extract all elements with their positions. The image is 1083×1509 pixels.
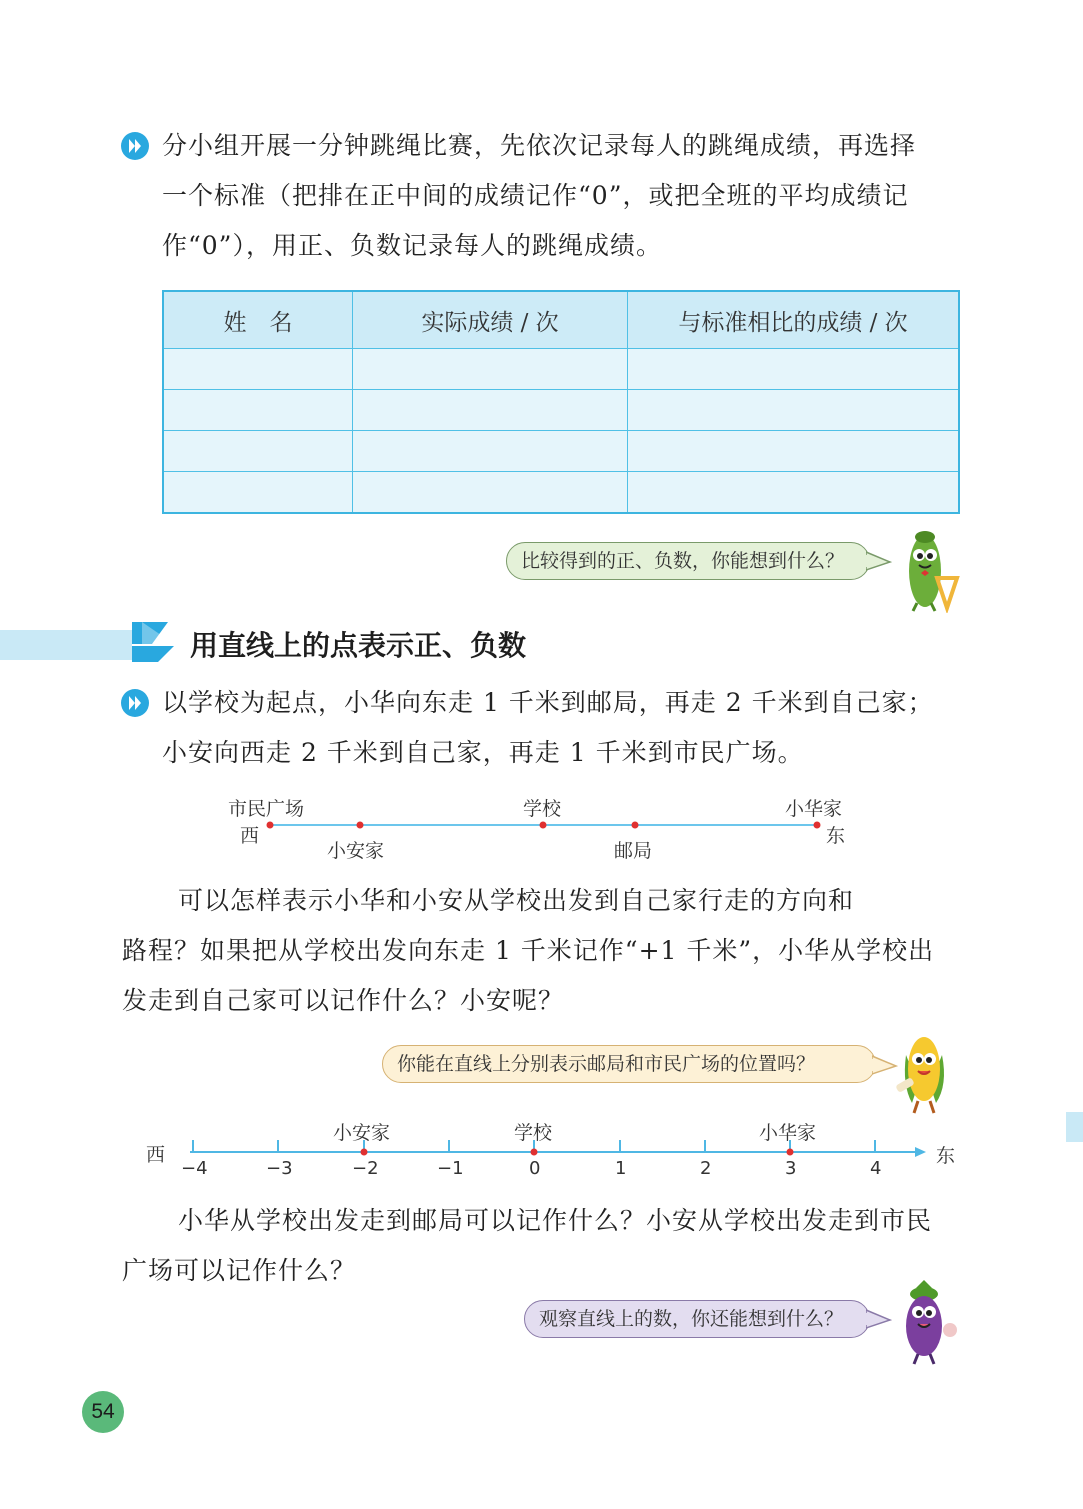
map-label-east: 东 (826, 825, 846, 847)
score-table (162, 290, 960, 514)
table-cell[interactable] (163, 390, 353, 431)
speech-bubble-1: 比较得到的正、负数，你能想到什么？ (506, 542, 870, 580)
table-cell[interactable] (163, 349, 353, 390)
table-row (163, 390, 959, 431)
play-icon (120, 688, 150, 718)
section-bar (0, 630, 132, 660)
xiaohua-home-point (814, 822, 821, 829)
numline-label-school: 学校 (514, 1122, 553, 1144)
tick-label: 1 (615, 1158, 627, 1179)
table-header: 实际成绩 / 次 (353, 291, 628, 349)
play-icon (120, 131, 150, 161)
table-cell[interactable] (353, 349, 628, 390)
bubble-tail-icon (866, 550, 892, 574)
tick-label: −4 (181, 1158, 208, 1179)
question2-line: 广场可以记作什么？ (122, 1256, 357, 1285)
table-header: 姓 名 (163, 291, 353, 349)
activity2-text (162, 678, 982, 778)
tick-label: 4 (870, 1158, 882, 1179)
school-point (531, 1149, 538, 1156)
question2-line: 小华从学校出发走到邮局可以记作什么？小安从学校出发走到市民 (178, 1206, 933, 1235)
table-row (163, 472, 959, 514)
activity1-text (162, 121, 972, 271)
speech-bubble-3: 观察直线上的数，你还能想到什么？ (524, 1300, 870, 1338)
xiaoan-home-point (357, 822, 364, 829)
activity1-line: 作“0”），用正、负数记录每人的跳绳成绩。 (162, 231, 662, 260)
tick-label: −2 (352, 1158, 379, 1179)
speech-bubble-2: 你能在直线上分别表示邮局和市民广场的位置吗？ (382, 1045, 876, 1083)
tick-label: 3 (785, 1158, 797, 1179)
table-row (163, 431, 959, 472)
pea-mascot-icon (895, 523, 965, 613)
table-cell[interactable] (628, 349, 960, 390)
question1-line: 可以怎样表示小华和小安从学校出发到自己家行走的方向和 (178, 886, 855, 915)
bubble-tail-icon (866, 1308, 892, 1332)
table-cell[interactable] (628, 472, 960, 514)
table-cell[interactable] (353, 431, 628, 472)
tick-label: −3 (266, 1158, 293, 1179)
table-cell[interactable] (353, 472, 628, 514)
activity1-line: 一个标准（把排在正中间的成绩记作“0”，或把全班的平均成绩记 (162, 181, 909, 210)
question1-line: 发走到自己家可以记作什么？小安呢？ (122, 986, 565, 1015)
numline-west: 西 (146, 1144, 166, 1166)
numline-east: 东 (936, 1145, 956, 1167)
map-label-school: 学校 (523, 798, 562, 820)
map-label-west: 西 (240, 825, 260, 847)
table-header: 与标准相比的成绩 / 次 (628, 291, 960, 349)
xiaoan-home-point (361, 1149, 368, 1156)
xiaohua-home-point (787, 1149, 794, 1156)
map-label-xiaoan-home: 小安家 (327, 840, 385, 862)
plaza-point (267, 822, 274, 829)
table-cell[interactable] (163, 472, 353, 514)
eggplant-mascot-icon (894, 1278, 964, 1366)
activity2-line: 小安向西走 2 千米到自己家，再走 1 千米到市民广场。 (162, 738, 804, 767)
section-marker-icon (132, 622, 178, 662)
question1-text (122, 876, 972, 1026)
tick-label: 2 (700, 1158, 712, 1179)
activity2-line: 以学校为起点，小华向东走 1 千米到邮局，再走 2 千米到自己家； (162, 688, 934, 717)
tick-label: −1 (437, 1158, 464, 1179)
school-point (540, 822, 547, 829)
table-cell[interactable] (163, 431, 353, 472)
numline-label-xiaoan-home: 小安家 (333, 1122, 391, 1144)
table-cell[interactable] (628, 390, 960, 431)
map-label-post-office: 邮局 (614, 840, 653, 862)
post-office-point (632, 822, 639, 829)
tick-label: 0 (529, 1158, 541, 1179)
table-cell[interactable] (628, 431, 960, 472)
side-tab-marker (1066, 1112, 1083, 1142)
page-number: 54 (82, 1391, 124, 1433)
map-label-plaza: 市民广场 (228, 798, 305, 820)
corn-mascot-icon (892, 1025, 962, 1115)
map-label-xiaohua-home: 小华家 (785, 798, 843, 820)
numline-label-xiaohua-home: 小华家 (759, 1122, 817, 1144)
section-title: 用直线上的点表示正、负数 (190, 629, 527, 662)
table-cell[interactable] (353, 390, 628, 431)
question1-line: 路程？如果把从学校出发向东走 1 千米记作“+1 千米”，小华从学校出 (122, 936, 935, 965)
table-row (163, 349, 959, 390)
question2-text (122, 1196, 972, 1296)
activity1-line: 分小组开展一分钟跳绳比赛，先依次记录每人的跳绳成绩，再选择 (162, 131, 917, 160)
